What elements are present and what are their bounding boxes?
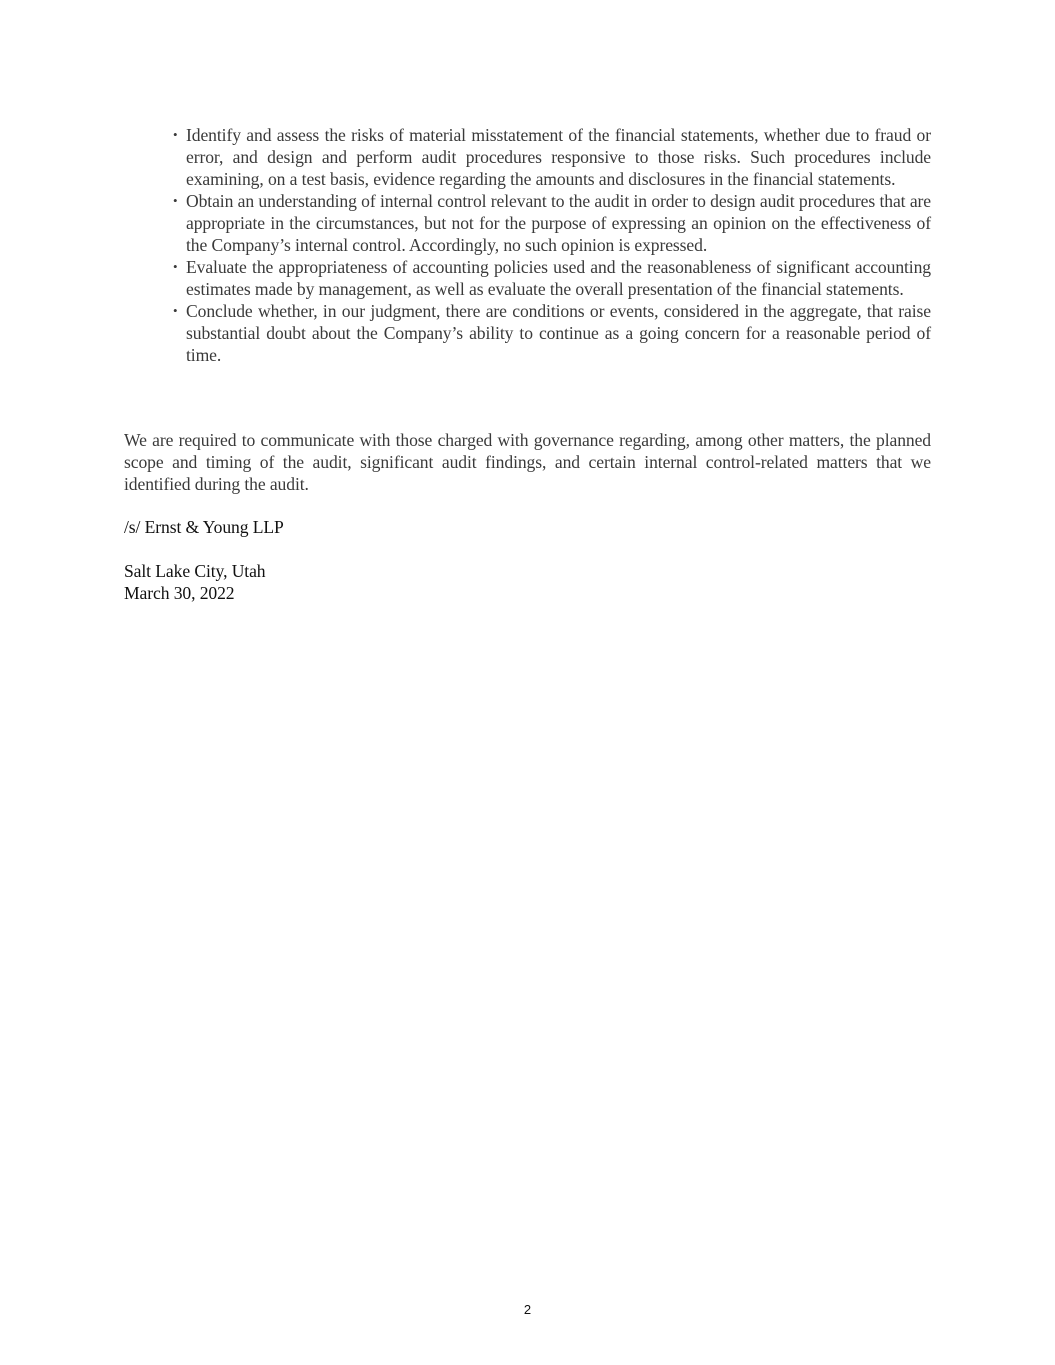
bullet-icon: • xyxy=(173,259,178,274)
list-item xyxy=(173,190,931,256)
list-item xyxy=(173,300,931,366)
report-location: Salt Lake City, Utah xyxy=(124,561,266,581)
list-item-text: Obtain an understanding of internal control relevant to the audit in order to design audit procedures that are appropriate in the circumstances, but not for the purpose of expressing an opinion on the effectiveness of the Company’s internal control. Accordingly, no such opinion is expressed. xyxy=(186,191,931,255)
bullet-icon: • xyxy=(173,127,178,142)
bullet-icon: • xyxy=(173,303,178,318)
audit-procedures-list xyxy=(173,124,931,366)
list-item-text: Evaluate the appropriateness of accounting policies used and the reasonableness of significant accounting estimates made by management, as well as evaluate the overall presentation of the financial statements. xyxy=(186,257,931,299)
report-date: March 30, 2022 xyxy=(124,583,235,603)
page-number: 2 xyxy=(523,1302,532,1317)
governance-communication-paragraph: We are required to communicate with those charged with governance regarding, among other matters, the planned scope and timing of the audit, significant audit findings, and certain internal control-related matters that we identified during the audit. xyxy=(124,430,931,494)
auditor-signature: /s/ Ernst & Young LLP xyxy=(124,517,284,537)
bullet-icon: • xyxy=(173,193,178,208)
list-item xyxy=(173,124,931,190)
list-item-text: Conclude whether, in our judgment, there are conditions or events, considered in the aggregate, that raise substantial doubt about the Company’s ability to continue as a going concern for a reasonable period of time. xyxy=(186,301,931,365)
list-item xyxy=(173,256,931,300)
list-item-text: Identify and assess the risks of material misstatement of the financial statements, whether due to fraud or error, and design and perform audit procedures responsive to those risks. Such procedures include examining, on a test basis, evidence regarding the amounts and disclosures in the financial statements. xyxy=(186,125,931,189)
